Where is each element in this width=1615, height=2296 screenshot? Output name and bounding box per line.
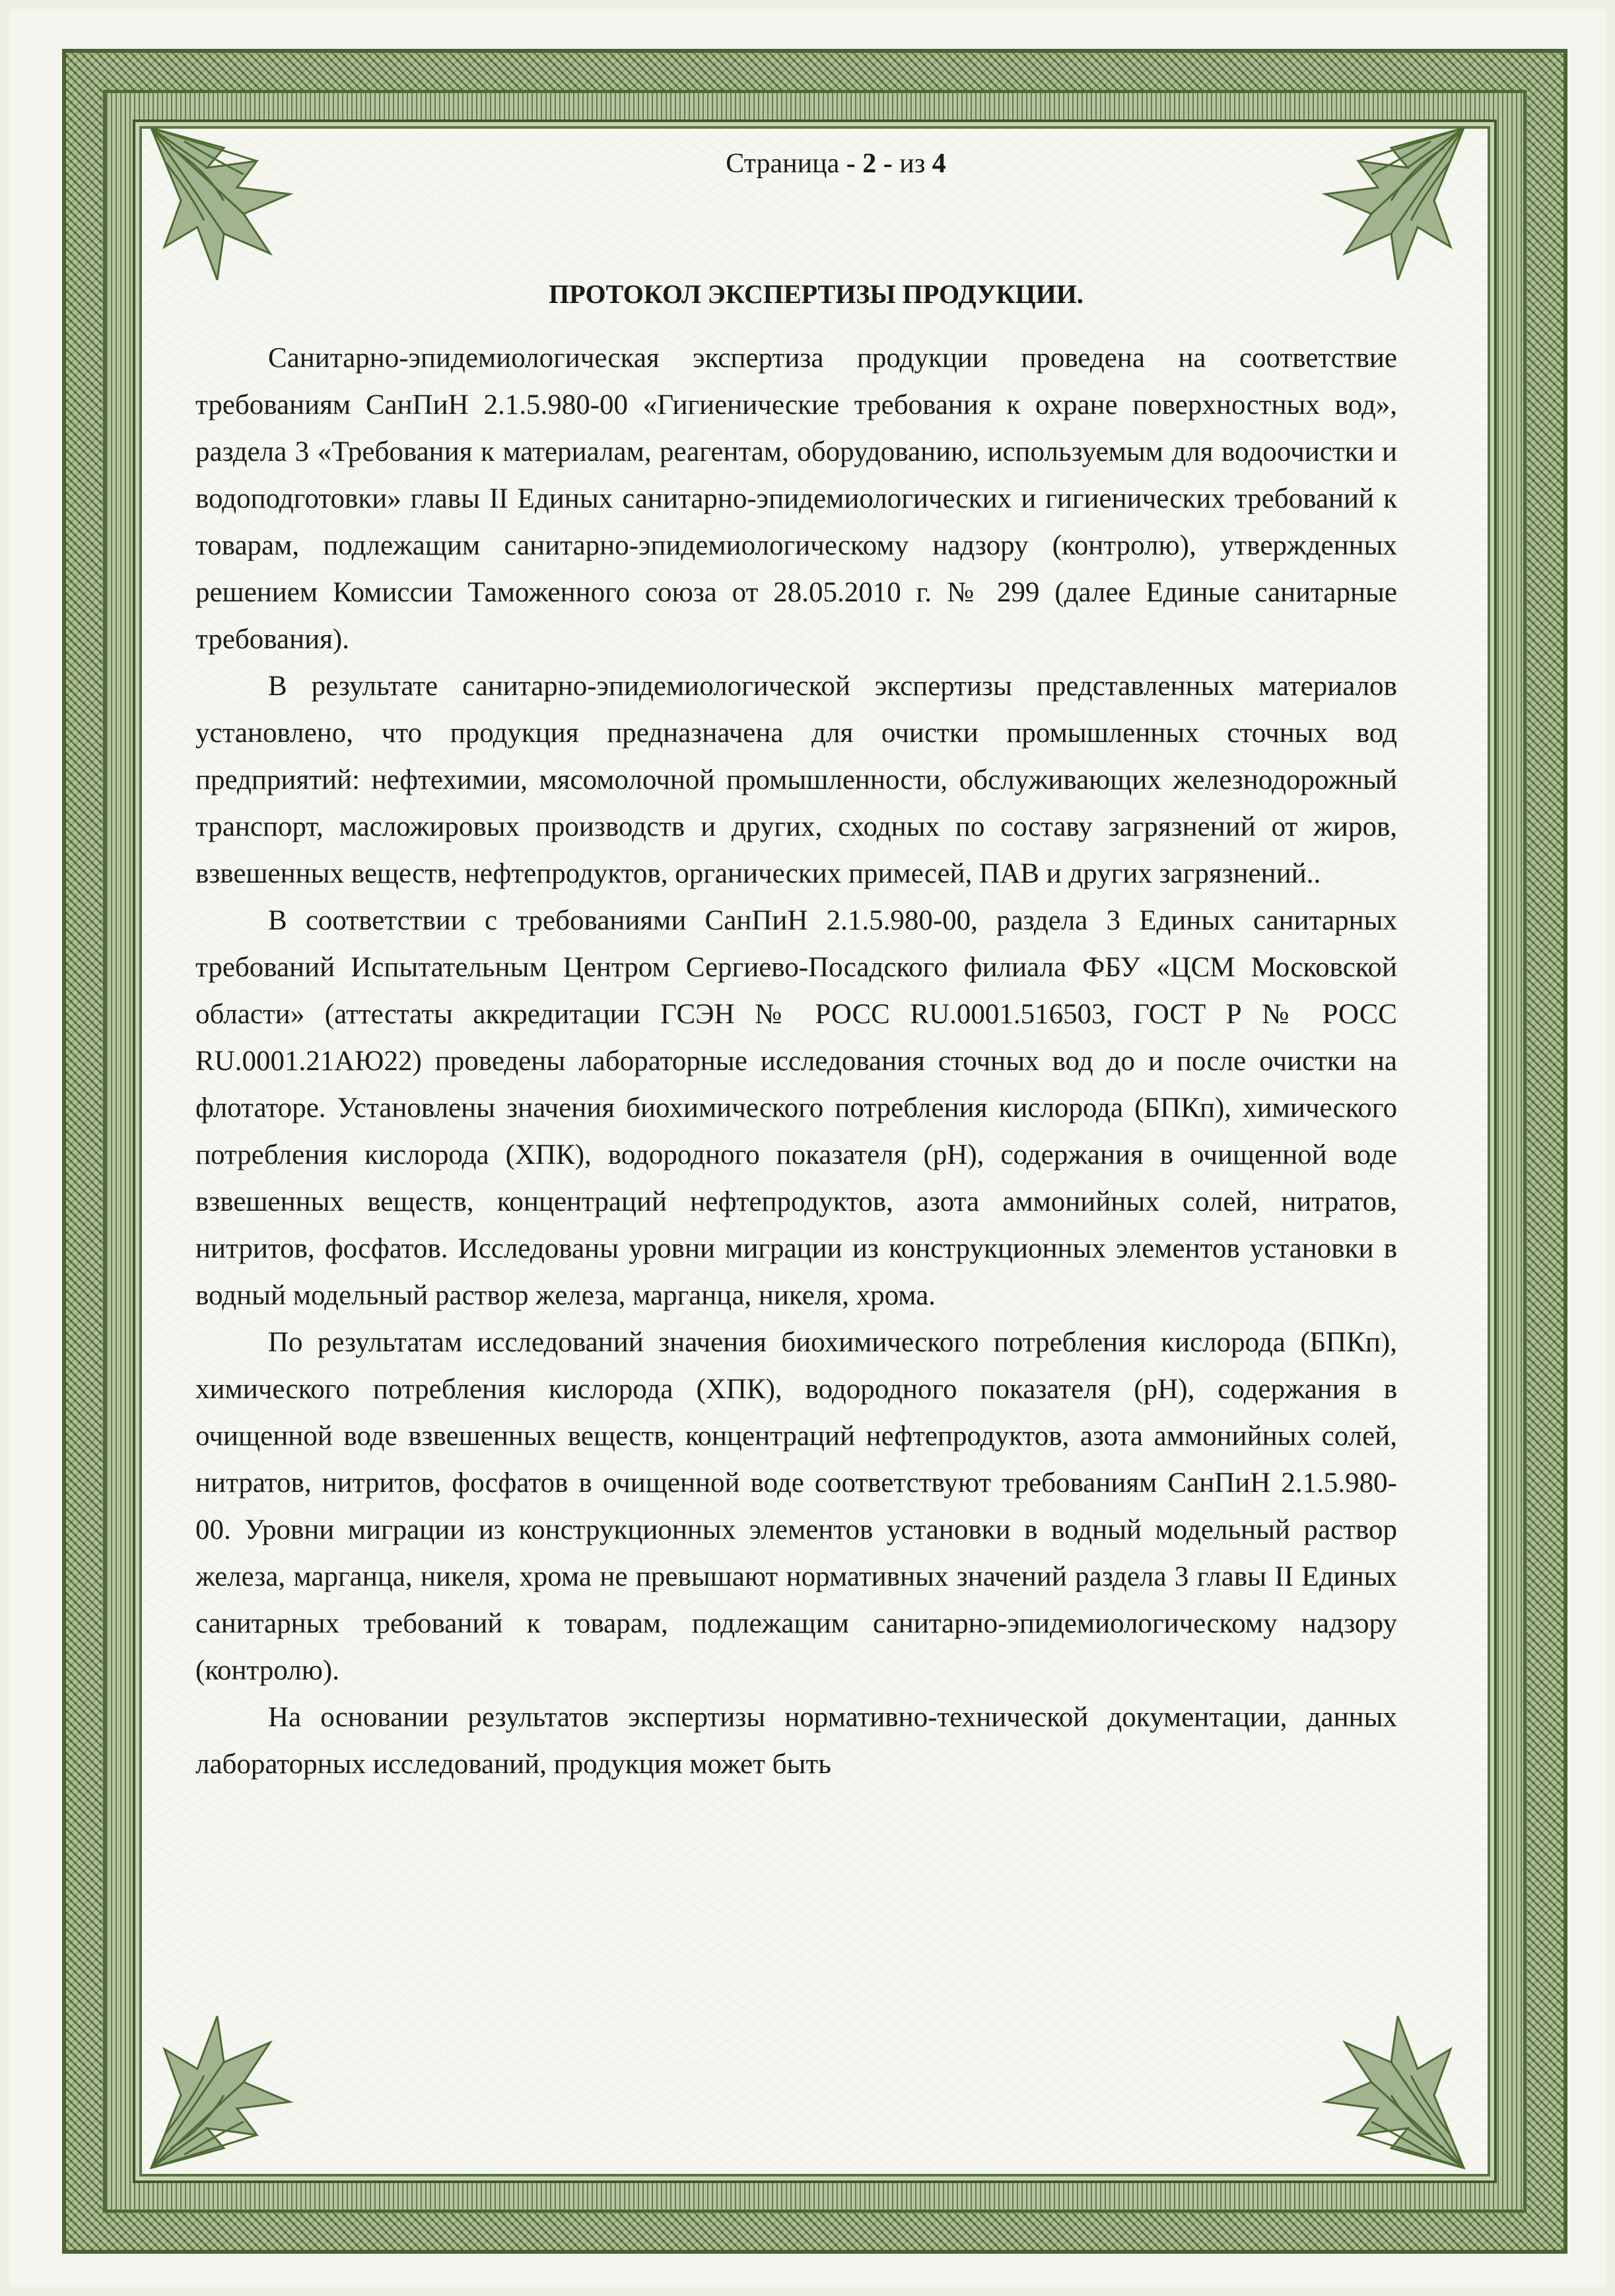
paragraph: В результате санитарно-эпидемиологической экспертизы представленных материалов установлено, что продукция предназначена для очистки промышленных сточных вод предприятий: нефтехимии, мясомолочной промышленности, обслуживающих железнодорожный транспорт, масложировых производств и других, сходных по составу загрязнений от жиров, взвешенных веществ, нефтепродуктов, органических примесей, ПАВ и других загрязнений.. bbox=[195, 671, 1397, 889]
page-current: - 2 - bbox=[846, 149, 893, 179]
paragraph: Санитарно-эпидемиологическая экспертиза продукции проведена на соответствие требованиям СанПиН 2.1.5.980-00 «Гигиенические требования к охране поверхностных вод», раздела 3 «Требования к материалам, реагентам, оборудованию, используемым для водоочистки и водоподготовки» главы II Единых санитарно-эпидемиологических и гигиенических требований к товарам, подлежащим санитарно-эпидемиологическому надзору (контролю), утвержденных решением Комиссии Таможенного союза от 28.05.2010 г. № 299 (далее Единые санитарные требования). bbox=[195, 343, 1397, 655]
paragraph: В соответствии с требованиями СанПиН 2.1.5.980-00, раздела 3 Единых санитарных требований Испытательным Центром Сергиево-Посадского филиала ФБУ «ЦСМ Московской области» (аттестаты аккредитации ГСЭН № РОСС RU.0001.516503, ГОСТ Р № РОСС RU.0001.21АЮ22) проведены лабораторные исследования сточных вод до и после очистки на флотаторе. Установлены значения биохимического потребления кислорода (БПКп), химического потребления кислорода (ХПК), водородного показателя (pH), содержания в очищенной воде взвешенных веществ, концентраций нефтепродуктов, азота аммонийных солей, нитратов, нитритов, фосфатов. Исследованы уровни миграции из конструкционных элементов установки в водный модельный раствор железа, марганца, никеля, хрома. bbox=[195, 905, 1397, 1311]
paragraph: На основании результатов экспертизы нормативно-технической документации, данных лабораторных исследований, продукция может быть bbox=[195, 1702, 1397, 1780]
page-total: 4 bbox=[932, 149, 946, 179]
leaf-ornament-icon bbox=[145, 2009, 310, 2175]
page-label: Страница bbox=[726, 149, 840, 179]
page-number bbox=[275, 148, 1397, 180]
document-sheet bbox=[9, 9, 1606, 2287]
document-title: ПРОТОКОЛ ЭКСПЕРТИЗЫ ПРОДУКЦИИ. bbox=[549, 279, 1083, 309]
paragraph: По результатам исследований значения биохимического потребления кислорода (БПКп), химического потребления кислорода (ХПК), водородного показателя (pH), содержания в очищенной воде взвешенных веществ, концентраций нефтепродуктов, азота аммонийных солей, нитратов, нитритов, фосфатов в очищенной воде соответствуют требованиям СанПиН 2.1.5.980-00. Уровни миграции из конструкционных элементов установки в водный модельный раствор железа, марганца, никеля, хрома не превышают нормативных значений раздела 3 главы II Единых санитарных требований к товарам, подлежащим санитарно-эпидемиологическому надзору (контролю). bbox=[195, 1327, 1397, 1686]
page-of: из bbox=[899, 149, 926, 179]
leaf-ornament-icon bbox=[1305, 2009, 1470, 2175]
document-content bbox=[195, 148, 1397, 1788]
